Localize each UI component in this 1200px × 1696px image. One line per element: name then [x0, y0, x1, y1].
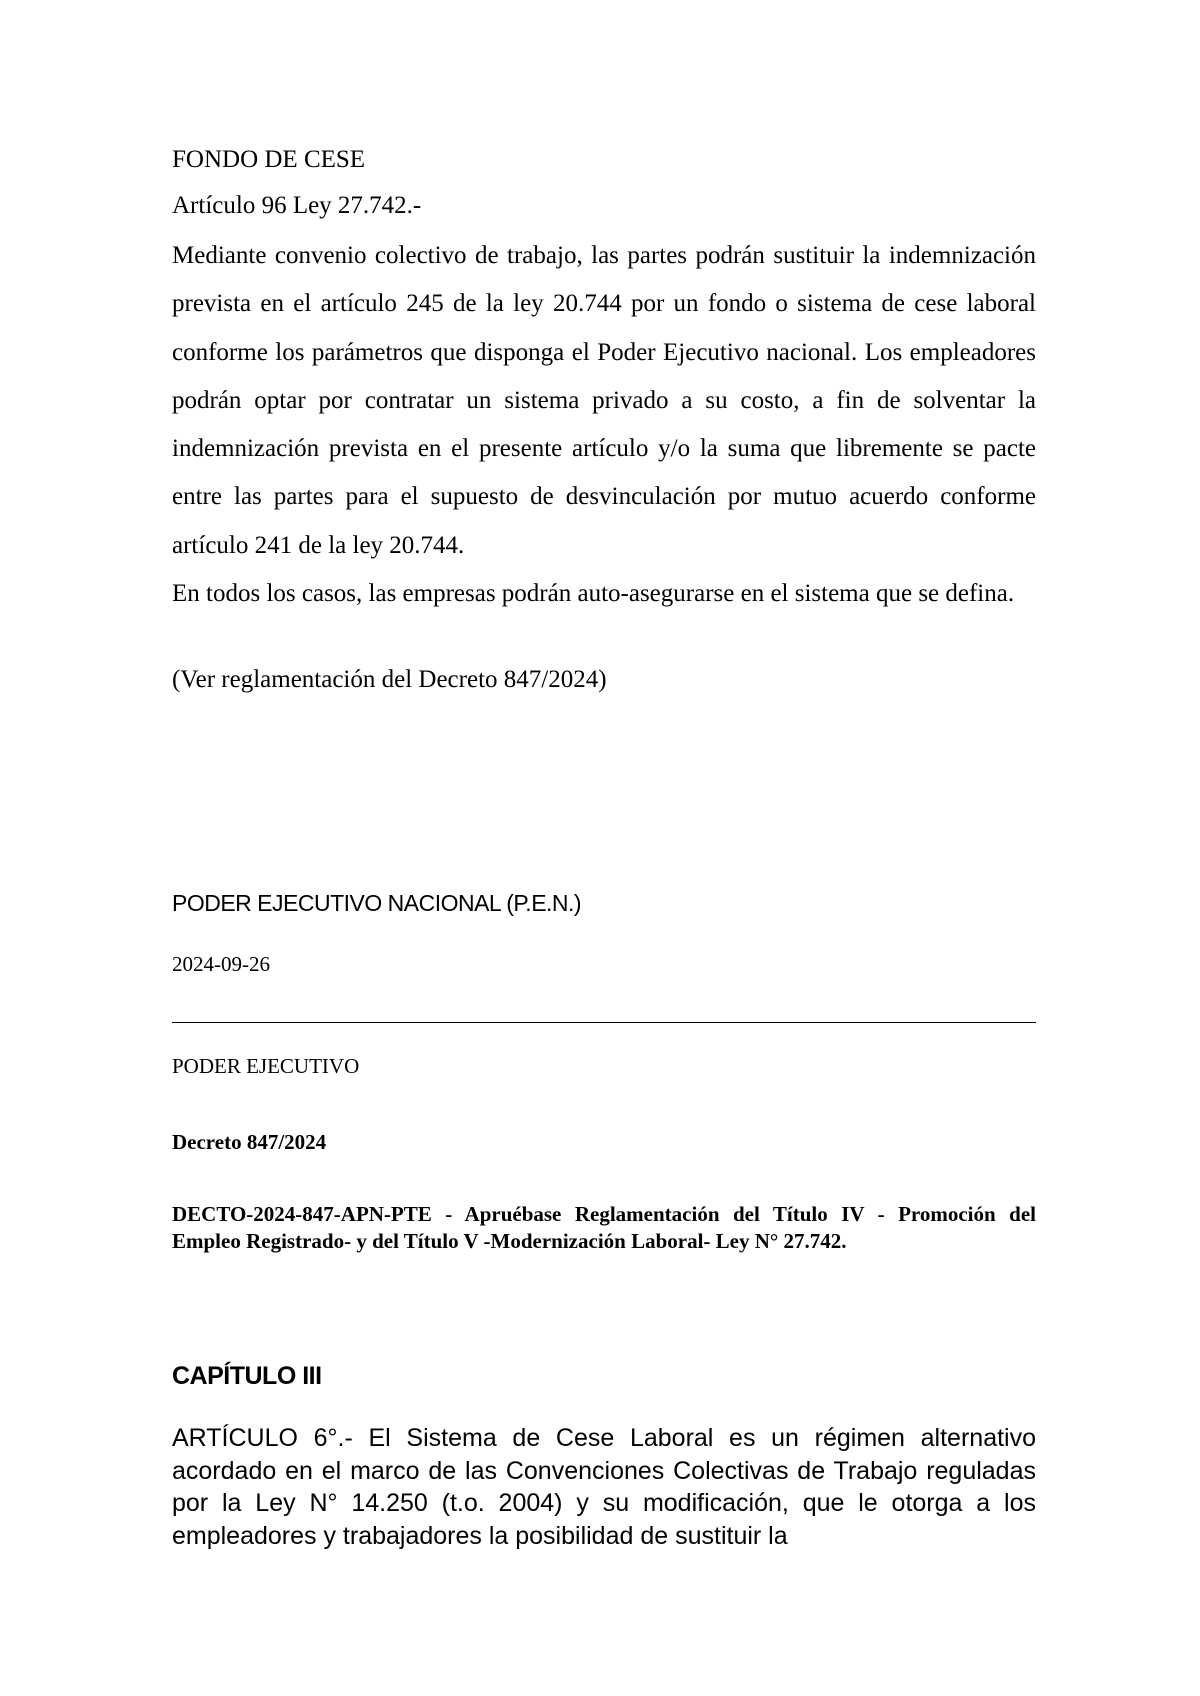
- horizontal-divider: [172, 1022, 1036, 1023]
- chapter-heading: CAPÍTULO III: [172, 1362, 322, 1390]
- paragraph-1: Mediante convenio colectivo de trabajo, las partes podrán sustituir la indemnización prevista en el artículo 245 de la ley 20.744 por un fondo o sistema de cese laboral conforme los parámetros que disponga el Poder Ejecutivo nacional. Los empleadores podrán optar por contratar un sistema privado a su costo, a fin de solventar la indemnización prevista en el presente artículo y/o la suma que libremente se pacte entre las partes para el supuesto de desvinculación por mutuo acuerdo conforme artículo 241 de la ley 20.744.: [172, 242, 1036, 559]
- article-6: [172, 1422, 1036, 1552]
- publication-date: 2024-09-26: [172, 952, 270, 976]
- article-reference: Artículo 96 Ley 27.742.-: [172, 192, 422, 219]
- section-label: PODER EJECUTIVO: [172, 1054, 360, 1078]
- decree-title: DECTO-2024-847-APN-PTE - Apruébase Reglamentación del Título IV - Promoción del Empleo Registrado- y del Título V -Modernización Laboral- Ley N° 27.742.: [172, 1202, 1036, 1253]
- article-6-text: ARTÍCULO 6°.- El Sistema de Cese Laboral es un régimen alternativo acordado en el marco de las Convenciones Colectivas de Trabajo reguladas por la Ley N° 14.250 (t.o. 2004) y su modificación, que le otorga a los empleadores y trabajadores la posibilidad de sustituir la: [172, 1424, 1036, 1550]
- decree-number: Decreto 847/2024: [172, 1130, 327, 1154]
- section-heading: FONDO DE CESE: [172, 146, 366, 173]
- paragraph-2: En todos los casos, las empresas podrán auto-asegurarse en el sistema que se defina.: [172, 580, 1015, 608]
- issuer-name: PODER EJECUTIVO NACIONAL (P.E.N.): [172, 890, 582, 916]
- regulation-reference: (Ver reglamentación del Decreto 847/2024): [172, 666, 607, 693]
- article-body: [172, 232, 1036, 618]
